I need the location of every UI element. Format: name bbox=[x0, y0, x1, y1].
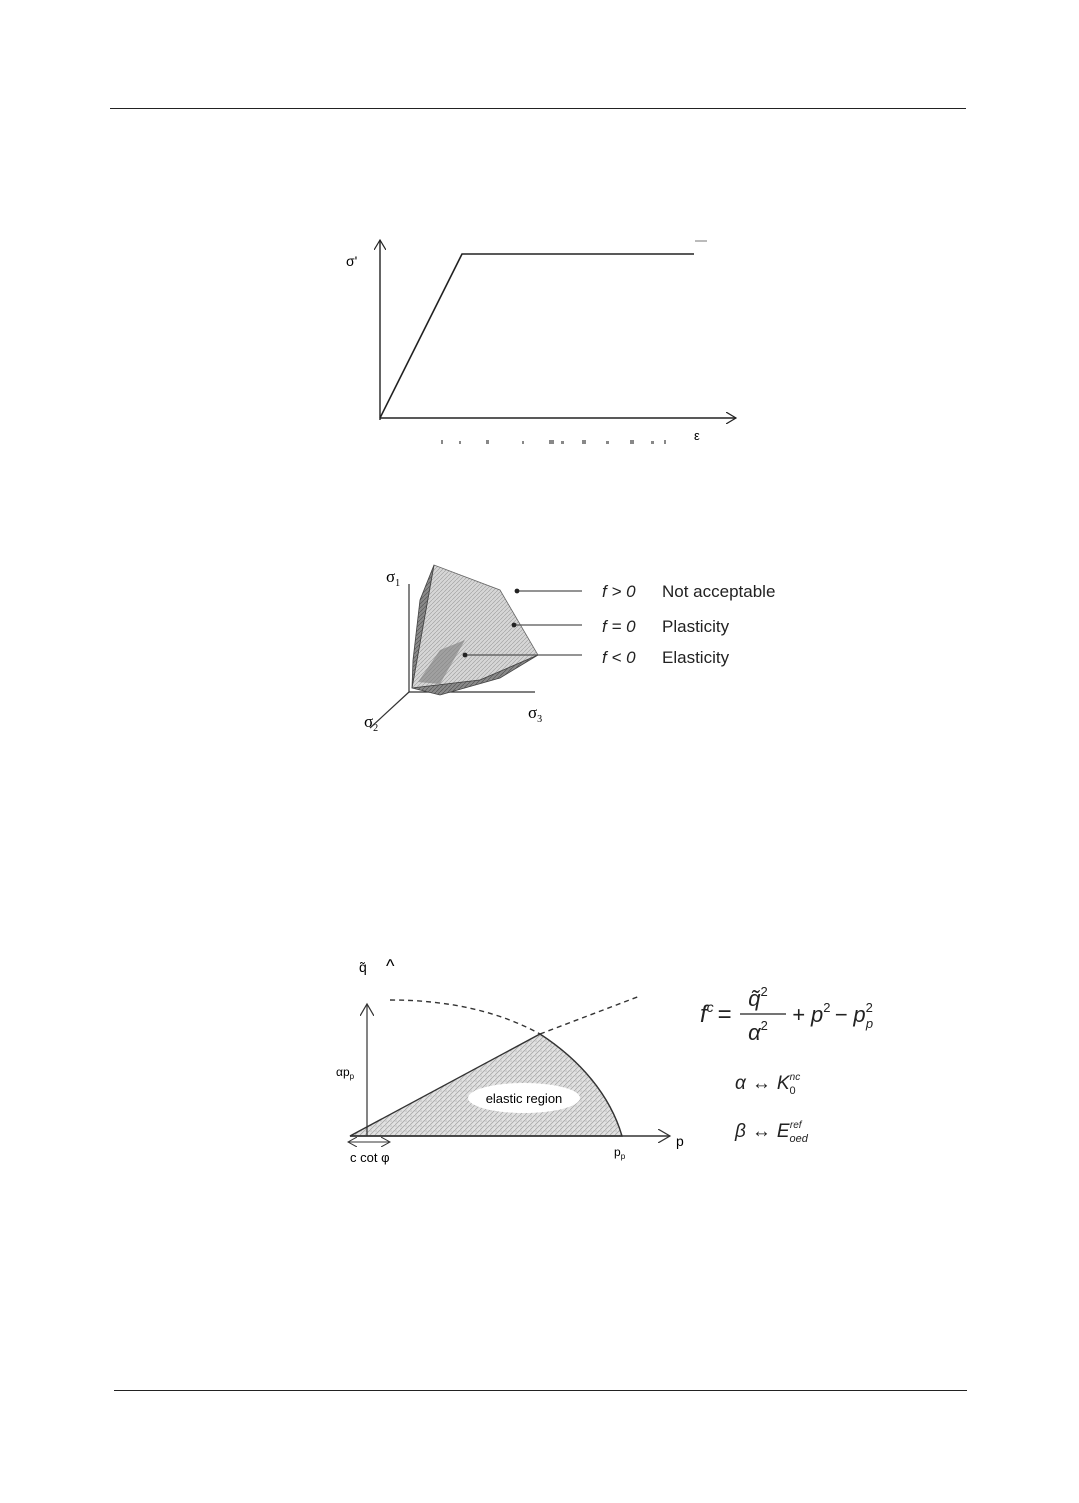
legend-meaning-3: Elasticity bbox=[662, 648, 730, 667]
elastic-region bbox=[350, 1034, 622, 1136]
elastic-region-label: elastic region bbox=[485, 1091, 563, 1106]
alpha-pp-label: $\alpha p_p$ bbox=[336, 1065, 355, 1081]
sigma3-label: $\sigma_3$ bbox=[528, 703, 543, 725]
yield-equation bbox=[700, 984, 873, 1045]
y-axis-label: σ' bbox=[346, 253, 358, 269]
footer-rule bbox=[114, 1390, 967, 1391]
legend-meaning-1: Not acceptable bbox=[662, 582, 776, 601]
pp-label: $p_p$ bbox=[614, 1145, 626, 1161]
legend-condition-2: f = 0 bbox=[602, 617, 636, 636]
q-axis-arrow-glyph: ^ bbox=[386, 956, 395, 976]
cap-dashed-curve bbox=[390, 1000, 540, 1034]
svg-text:fc=: $f^c$ = bbox=[700, 999, 732, 1028]
sigma2-label: $\sigma_2$ bbox=[364, 712, 379, 734]
relation-alpha: α ↔ $K_0nc$ bbox=[735, 1072, 801, 1097]
relation-beta: β ↔ $E_{oed}ref$ bbox=[735, 1120, 808, 1145]
failure-line-dashed bbox=[540, 996, 640, 1034]
legend-meaning-2: Plasticity bbox=[662, 617, 730, 636]
svg-text:α2: $\alpha^2$ bbox=[748, 1018, 768, 1045]
sigma1-label: $\sigma_1$ bbox=[386, 567, 401, 589]
legend-condition-3: f < 0 bbox=[602, 648, 636, 667]
x-axis-label: ε bbox=[694, 428, 700, 443]
cohesion-label: c cot φ bbox=[350, 1150, 390, 1165]
svg-text:q̃2: q̃$^2$ bbox=[748, 984, 768, 1011]
p-axis-label: p bbox=[676, 1133, 684, 1149]
legend-condition-1: f > 0 bbox=[602, 582, 636, 601]
svg-text:+ p2− p2p: + $p^2 - p^2$ p bbox=[792, 1000, 874, 1031]
q-axis-label: q̃ bbox=[359, 959, 367, 975]
